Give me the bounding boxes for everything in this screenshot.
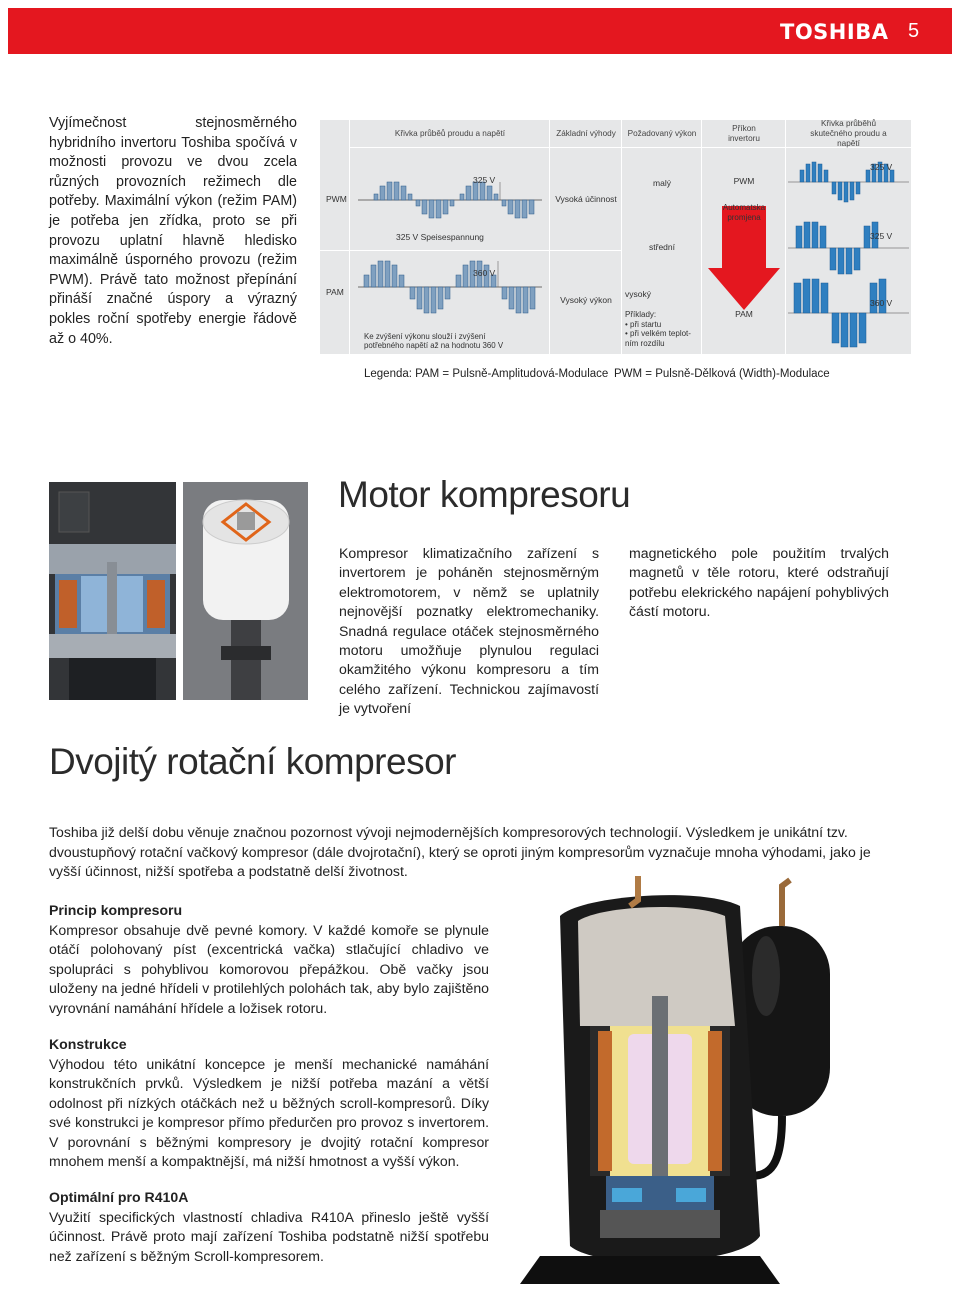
- section-construction-title: Konstrukce: [49, 1036, 127, 1052]
- compressor-title: Dvojitý rotační kompresor: [49, 741, 456, 782]
- row-label-pwm: PWM: [326, 194, 347, 204]
- actual-waveforms: [786, 150, 911, 350]
- section-construction: [49, 1035, 489, 1172]
- auto-switch-arrow: [704, 206, 784, 316]
- actual-voltage-2: 325 V: [870, 231, 893, 241]
- section-r410a-title: Optimální pro R410A: [49, 1189, 189, 1205]
- motor-photo-cutaway: [49, 482, 176, 700]
- input-pam: PAM: [735, 309, 753, 319]
- section-principle: [49, 901, 489, 1018]
- section-r410a-text: Využití specifických vlastností chladiva R410A přineslo ještě vyšší účinnost. Právě proto mají zařízení Toshiba podstatně nižší spotřebu než zařízení s běžným Scroll-kompresorem.: [49, 1208, 489, 1264]
- input-pwm: PWM: [733, 176, 755, 186]
- motor-text-col2: magnetického pole použitím trvalých magnetů v těle rotoru, které odstraňují potřebu elekrického napájení pohyblivých částí motoru.: [629, 545, 889, 620]
- actual-voltage-1: 325 V: [870, 162, 893, 172]
- header-benefits: Základní výhody: [550, 120, 622, 148]
- compressor-photo: [520, 876, 960, 1304]
- pam-waveform: [350, 251, 550, 323]
- section-construction-text: Výhodou této unikátní koncepce je menší mechanické namáhání konstrukčních prvků. Výsledkem je nižší potřeba mazání a větší odolnost při nízkých otáčkách než u běžných scroll-kompresorů. Díky své konstrukci je kompresor přímo předurčen pro provoz s invertorem. V porovnání s běžnými kompresory je dvojitý rotační kompresor mnohem menší a kompaktnější, má nižší hmotnost a vyšší výkon.: [49, 1055, 489, 1169]
- brand-logo: TOSHIBA: [780, 20, 889, 44]
- header-actual: Křivka průběhů skutečného proudu a napětí: [786, 120, 911, 148]
- header-curve: Křivka průběů proudu a napětí: [350, 120, 550, 148]
- benefit-pwm: Vysoká účinnost: [555, 194, 617, 204]
- intro-paragraph: Vyjímečnost stejnosměrného hybridního invertoru Toshiba spočívá v možnosti provozu ve dvou zcela různých provozních režimech dle potřeby. Maximální výkon (režim PAM) je potřeba jen zřídka, proto se při provozu uplatní hlavně hledisko maximálně úsporného provozu (režim PWM). Právě tato možnost přepínání přináší značné úspory a výrazný pokles roční spotřeby energie řádově až o 40%.: [49, 115, 297, 347]
- benefit-pam: Vysoký výkon: [560, 295, 612, 305]
- demand-high: vysoký: [625, 289, 651, 299]
- demand-examples: Příklady: • při startu • při velkém teplot- ním rozdílu: [625, 310, 691, 348]
- legend-pam: Legenda: PAM = Pulsně-Amplitudová-Modulace: [364, 368, 609, 380]
- motor-photo-rotor: [183, 482, 308, 700]
- header-demand: Požadovaný výkon: [622, 120, 702, 148]
- header-input: Příkon invertoru: [702, 120, 786, 148]
- actual-voltage-3: 360 V: [870, 298, 893, 308]
- motor-text-col1: Kompresor klimatizačního zařízení s invertorem je poháněn stejnosměrným elektromotorem, v němž se uplatnily nejnovější poznatky elektromechaniky. Snadná regulace otáček stejnosměrného motoru umožňuje plynulou regulaci okamžitého výkonu kompresoru a tím celého zařízení. Technickou zajímavostí je vytvoření: [339, 545, 599, 717]
- page-number: 5: [908, 20, 920, 42]
- row-label-pam: PAM: [326, 287, 344, 297]
- demand-mid: střední: [649, 242, 675, 252]
- motor-title: Motor kompresoru: [338, 474, 631, 515]
- section-r410a: [49, 1188, 489, 1266]
- input-auto: Automatska promjena: [722, 203, 766, 222]
- demand-low: malý: [653, 178, 671, 188]
- pam-note: Ke zvýšení výkonu slouží i zvýšení potřebného napětí až na hodnotu 360 V: [364, 332, 504, 350]
- inverter-comparison-table: [320, 120, 911, 354]
- section-principle-title: Princip kompresoru: [49, 902, 183, 918]
- legend-pwm: PWM = Pulsně-Dělková (Width)-Modulace: [614, 368, 830, 380]
- section-principle-text: Kompresor obsahuje dvě pevné komory. V každé komoře se plynule otáčí polohovaný píst (excentrická vačka) stlačující chladivo ve spolupráci s pohyblivou komorovou přepážkou. Obě vačky jsou uloženy na jedné hřídeli v protilehlých polohách tak, aby bylo zajištěno vyrovnání namáhání hřídele a ložisek rotoru.: [49, 921, 489, 1016]
- compressor-intro: Toshiba již delší dobu věnuje značnou pozornost vývoji nejmodernějších kompresorových technologií. Výsledkem je unikátní tzv. dvoustupňový rotační vačkový kompresor (dále dvojrotační), který se oproti jiným kompresorům vyznačuje mnoha výhodami, jako je vyšší účinnost, nižší spotřeba a podstatně delší životnost.: [49, 824, 871, 879]
- pwm-supply-label: 325 V Speisespannung: [396, 232, 484, 242]
- pwm-voltage-label: 325 V: [473, 175, 496, 185]
- pam-voltage-label: 360 V: [473, 268, 496, 278]
